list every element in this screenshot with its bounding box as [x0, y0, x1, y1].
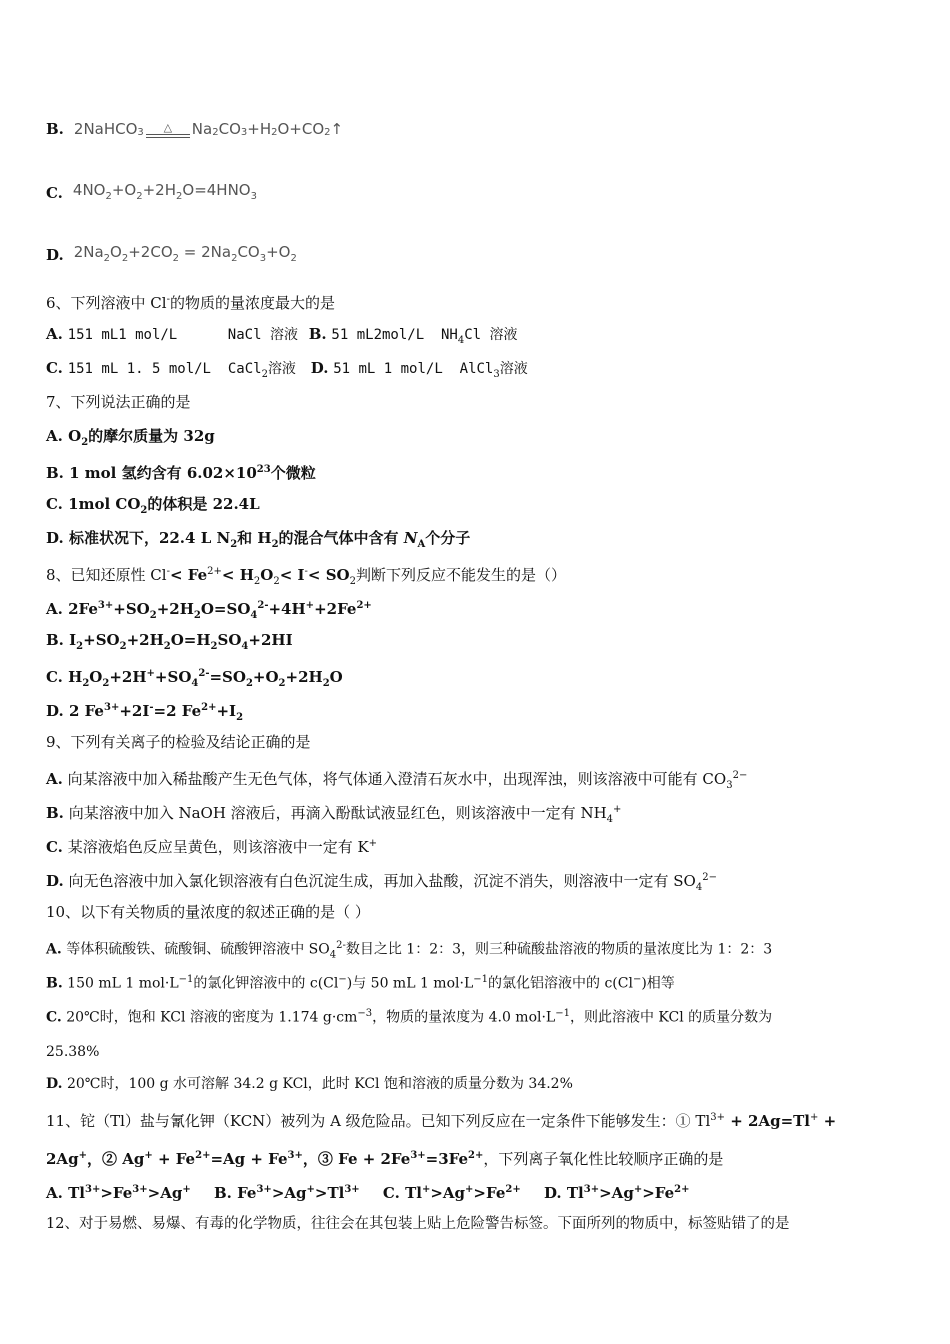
eq-part: 2NaHCO	[73, 120, 138, 138]
sub: 2	[140, 505, 148, 516]
sup: −	[338, 974, 347, 985]
text: >Ag	[599, 1184, 634, 1202]
equation	[74, 243, 297, 264]
q9-stem: 9、下列有关离子的检验及结论正确的是	[46, 733, 311, 751]
text: O	[260, 566, 274, 584]
sub: 2	[210, 641, 218, 652]
heat-symbol: △	[163, 121, 173, 134]
q11-options	[46, 1180, 690, 1203]
text: +SO	[83, 631, 120, 649]
eq-part: O+CO	[277, 120, 325, 138]
sup: 2+	[356, 600, 372, 611]
eq-part: O=4HNO	[182, 181, 251, 199]
q9-option-a	[46, 766, 747, 796]
q9-option-b	[46, 800, 621, 830]
text: O	[89, 668, 103, 686]
sup: 2−	[732, 770, 748, 781]
option-label: B.	[46, 120, 64, 138]
text: +O	[252, 668, 279, 686]
option-text: 51 mL2mol/L NH	[331, 327, 458, 343]
eq-sub: 2	[290, 253, 297, 264]
text: +SO	[113, 600, 150, 618]
option-label: D.	[46, 529, 64, 547]
heat-condition	[146, 123, 190, 138]
eq-sub: 2	[231, 253, 238, 264]
sup: 2−	[702, 872, 717, 883]
q8-option-c	[46, 664, 343, 694]
sup: 3+	[84, 1184, 101, 1195]
sub: 2	[81, 437, 89, 448]
q10-option-b	[46, 970, 675, 994]
q10-option-a	[46, 936, 772, 965]
sup: 2-	[198, 668, 210, 679]
sub: 2	[82, 678, 90, 689]
sup: 3+	[287, 1150, 303, 1161]
text: =3Fe	[425, 1150, 469, 1168]
q7-option-d	[46, 528, 470, 555]
option-label: D.	[46, 872, 64, 890]
text: 8、已知还原性 Cl	[46, 566, 167, 584]
sub: 3	[493, 369, 500, 380]
option-label: D.	[310, 359, 329, 377]
option-text: 溶液	[499, 361, 528, 377]
option-label: C.	[46, 838, 63, 856]
text: >Fe	[473, 1184, 506, 1202]
option-text: 溶液	[267, 361, 296, 377]
text: 和 H	[237, 529, 272, 547]
text: )相等	[641, 975, 675, 992]
text: O	[329, 668, 343, 686]
text: +2Fe	[314, 600, 357, 618]
text: 的氯化铝溶液中的 c(Cl	[488, 975, 633, 992]
sub: 4	[695, 882, 703, 893]
text: ，则此溶液中 KCl 的质量分数为	[569, 1009, 773, 1026]
q5-option-d	[46, 234, 297, 264]
text: +2HI	[248, 631, 293, 649]
option-text: 151 mL1 mol/L NaCl 溶液	[67, 327, 298, 343]
sup: +	[465, 1184, 474, 1195]
option-label: C.	[46, 495, 63, 513]
text: 2Fe	[68, 600, 98, 618]
text: =SO	[209, 668, 246, 686]
eq-part: 2Na	[73, 243, 104, 261]
text: 2 Fe	[68, 702, 104, 720]
text: =2 Fe	[153, 702, 202, 720]
eq-part: CO	[218, 120, 241, 138]
text: +SO	[154, 668, 192, 686]
text: >Ag	[430, 1184, 466, 1202]
q10-stem: 10、以下有关物质的量浓度的叙述正确的是（ ）	[46, 903, 370, 921]
eq-sub: 3	[250, 191, 257, 202]
eq-part: 4NO	[72, 181, 106, 199]
sup: +	[368, 838, 378, 849]
text: >Fe	[100, 1184, 133, 1202]
text: 个分子	[425, 529, 471, 547]
q8-option-a	[46, 596, 372, 626]
text: >Fe	[642, 1184, 675, 1202]
sup: −1	[178, 974, 194, 985]
q7-option-c	[46, 494, 260, 521]
eq-sub: 3	[240, 127, 248, 138]
sub: 4	[457, 335, 465, 346]
text: 的氯化钾溶液中的 c(Cl	[193, 975, 339, 992]
sup: 3+	[710, 1112, 725, 1123]
text: 向某溶液中加入稀盐酸产生无色气体，将气体通入澄清石灰水中，出现浑浊，则该溶液中可能有 CO	[67, 770, 727, 788]
sup: +	[182, 1184, 191, 1195]
double-bar	[146, 134, 190, 138]
sup: +	[305, 600, 315, 611]
eq-sub: 2	[176, 191, 183, 202]
eq-part: +2H	[142, 181, 177, 199]
sub: 2	[349, 576, 356, 587]
text: ，下列离子氧化性比较顺序正确的是	[483, 1150, 724, 1168]
eq-part: CO	[237, 243, 260, 261]
text: +2H	[126, 631, 164, 649]
eq-part: +O	[266, 243, 291, 261]
sup: +	[633, 1184, 643, 1195]
q10-option-d	[46, 1074, 573, 1094]
text: O=H	[170, 631, 211, 649]
text: + 2Ag=Tl	[725, 1112, 811, 1130]
q9-option-c	[46, 834, 377, 857]
text: O	[68, 427, 82, 445]
q10-option-c-cont: 25.38%	[46, 1044, 100, 1060]
equation	[74, 120, 343, 138]
option-label: C.	[46, 359, 63, 377]
q10-option-c	[46, 1004, 772, 1028]
eq-sub: 2	[121, 253, 129, 264]
sup: 3+	[132, 1184, 148, 1195]
sup: −	[632, 974, 642, 985]
sup: 3+	[256, 1184, 272, 1195]
text: < I	[279, 566, 305, 584]
eq-sub: 2	[212, 127, 219, 138]
sub: 2	[230, 539, 238, 550]
option-label: B.	[308, 325, 327, 343]
sup: −1	[555, 1008, 570, 1019]
q11-stem-line2	[46, 1146, 723, 1169]
sub: 2	[236, 712, 244, 723]
sub: 2	[193, 610, 201, 621]
option-label: C.	[46, 184, 63, 202]
text: >Ag	[147, 1184, 183, 1202]
q8-option-b	[46, 630, 293, 657]
sub: 4	[606, 814, 614, 825]
text: ，② Ag	[86, 1150, 145, 1168]
option-label: B.	[213, 1184, 232, 1202]
sup: 3+	[103, 702, 120, 713]
eq-sub: 2	[172, 253, 180, 264]
text: I	[69, 631, 77, 649]
text: +2H	[156, 600, 194, 618]
text: < Fe	[169, 566, 208, 584]
q7-option-a	[46, 426, 215, 453]
sup: 2+	[505, 1184, 521, 1195]
sup: 2+	[468, 1150, 484, 1161]
text: +2H	[109, 668, 147, 686]
eq-part: +H	[247, 120, 272, 138]
text: 20℃时，100 g 水可溶解 34.2 g KCl，此时 KCl 饱和溶液的质量分数为 34.2%	[66, 1076, 573, 1092]
text: )与 50 mL 1 mol·L	[346, 975, 474, 992]
text: 标准状况下，22.4 L N	[68, 529, 231, 547]
sub: 3	[726, 780, 733, 791]
text: 1 mol 氢约含有 6.02×10	[69, 464, 257, 482]
sup: +	[146, 668, 155, 679]
text: < H	[221, 566, 254, 584]
eq-part: = 2Na	[179, 243, 232, 261]
option-label: D.	[543, 1184, 562, 1202]
sup: -	[166, 566, 170, 577]
sub: 4	[329, 949, 337, 961]
sub: 4	[250, 610, 258, 621]
eq-part: +2CO	[128, 243, 173, 261]
option-label: B.	[46, 975, 63, 992]
sub: 2	[253, 576, 261, 587]
option-label: B.	[46, 464, 64, 482]
sup: 2+	[195, 1150, 211, 1161]
sup: +	[306, 1184, 315, 1195]
sup: 2-	[336, 940, 346, 951]
sup: 3+	[344, 1184, 360, 1195]
q5-option-c	[46, 172, 257, 202]
text: 数目之比 1：2：3，则三种硫酸盐溶液的物质的量浓度比为 1：2：3	[345, 941, 773, 958]
option-label: A.	[46, 325, 63, 343]
text: 的混合气体中含有	[278, 529, 404, 547]
sup: -	[166, 294, 170, 305]
text: 个微粒	[270, 464, 316, 482]
q7-stem: 7、下列说法正确的是	[46, 393, 191, 411]
text: 的物质的量浓度最大的是	[169, 294, 335, 312]
text: >Tl	[314, 1184, 345, 1202]
sub: 2	[278, 678, 286, 689]
sup: 3+	[97, 600, 114, 611]
option-label: B.	[46, 631, 64, 649]
text: +I	[216, 702, 237, 720]
q9-option-d	[46, 868, 717, 898]
option-label: A.	[46, 770, 63, 788]
q6-stem	[46, 290, 335, 313]
sub: 2	[102, 678, 110, 689]
text: ，③ Fe + 2Fe	[302, 1150, 411, 1168]
gas-arrow: ↑	[330, 120, 344, 138]
sup: −1	[473, 974, 488, 985]
sup: 2-	[257, 600, 269, 611]
sub: 2	[163, 641, 171, 652]
sup: -	[149, 702, 154, 713]
sub: A	[417, 539, 426, 550]
sub: 2	[149, 610, 157, 621]
sub: 2	[273, 576, 280, 587]
equation	[73, 181, 257, 202]
text: 20℃时，饱和 KCl 溶液的密度为 1.174 g·cm	[66, 1009, 358, 1026]
sup: 3+	[583, 1184, 600, 1195]
q12-stem: 12、对于易燃、易爆、有毒的化学物质，往往会在其包装上贴上危险警告标签。下面所列的物质中，标签贴错了的是	[46, 1216, 790, 1232]
text: < SO	[307, 566, 350, 584]
text: 的体积是 22.4L	[147, 495, 260, 513]
text: 150 mL 1 mol·L	[67, 975, 179, 992]
option-label: C.	[46, 668, 63, 686]
sup: 2+	[674, 1184, 690, 1195]
text: +4H	[268, 600, 306, 618]
option-label: C.	[46, 1009, 62, 1026]
text: 等体积硫酸铁、硫酸铜、硫酸钾溶液中 SO	[66, 941, 330, 958]
sub: 4	[241, 641, 249, 652]
text: SO	[217, 631, 242, 649]
text: H	[68, 668, 83, 686]
q8-stem	[46, 562, 566, 592]
text: O=SO	[200, 600, 251, 618]
eq-sub: 3	[137, 127, 144, 138]
option-label: C.	[382, 1184, 400, 1202]
option-label: D.	[46, 702, 64, 720]
sup: +	[613, 804, 622, 815]
text: 1mol CO	[68, 495, 141, 513]
text: Fe	[237, 1184, 257, 1202]
text: +	[818, 1112, 837, 1130]
italic-n: N	[403, 529, 418, 547]
sup: +	[78, 1150, 87, 1161]
sup: +	[421, 1184, 431, 1195]
q5-option-b	[46, 106, 343, 138]
text: 某溶液焰色反应呈黄色，则该溶液中一定有 K	[67, 838, 369, 856]
eq-sub: 2	[324, 127, 331, 138]
q6-options-cd	[46, 358, 528, 385]
sup: +	[810, 1112, 819, 1123]
option-label: A.	[46, 1184, 63, 1202]
text: 的摩尔质量为 32g	[88, 427, 215, 445]
text: + Fe	[152, 1150, 196, 1168]
sub: 4	[191, 678, 199, 689]
text: ，物质的量浓度为 4.0 mol·L	[372, 1009, 556, 1026]
option-text: Cl 溶液	[464, 327, 518, 343]
q11-stem-line1	[46, 1108, 836, 1131]
option-label: D.	[46, 1076, 63, 1092]
text: Tl	[68, 1184, 85, 1202]
sup: 23	[256, 464, 271, 475]
q8-option-d	[46, 698, 243, 728]
text: Tl	[566, 1184, 584, 1202]
text: 6、下列溶液中 Cl	[46, 294, 167, 312]
sub: 2	[245, 678, 253, 689]
text: >Ag	[271, 1184, 307, 1202]
option-text: 151 mL 1. 5 mol/L CaCl	[67, 361, 262, 377]
sup: +	[144, 1150, 153, 1161]
option-label: A.	[46, 600, 63, 618]
sup: 3+	[410, 1150, 426, 1161]
eq-sub: 2	[271, 127, 278, 138]
sup: −3	[357, 1008, 373, 1019]
text: Tl	[405, 1184, 422, 1202]
option-text: 51 mL 1 mol/L AlCl	[333, 361, 494, 377]
text: +2I	[119, 702, 150, 720]
eq-part: +O	[111, 181, 137, 199]
sub: 2	[119, 641, 127, 652]
q7-option-b	[46, 460, 316, 483]
option-label: A.	[46, 427, 63, 445]
option-label: A.	[46, 941, 62, 958]
text: 2Ag	[46, 1150, 79, 1168]
q6-options-ab	[46, 324, 518, 351]
eq-sub: 3	[259, 253, 267, 264]
eq-sub: 2	[103, 253, 111, 264]
eq-sub: 2	[105, 191, 112, 202]
text: =Ag + Fe	[210, 1150, 288, 1168]
eq-part: Na	[191, 120, 213, 138]
text: 判断下列反应不能发生的是（）	[355, 566, 566, 584]
sup: -	[304, 566, 308, 577]
text: 11、铊（Tl）盐与氰化钾（KCN）被列为 A 级危险品。已知下列反应在一定条件下能够发生：① Tl	[46, 1112, 711, 1130]
option-label: D.	[46, 246, 64, 264]
sub: 2	[261, 369, 268, 380]
eq-part: O	[110, 243, 122, 261]
text: 向无色溶液中加入氯化钡溶液有白色沉淀生成，再加入盐酸，沉淀不消失，则溶液中一定有 SO	[68, 872, 696, 890]
sub: 2	[271, 539, 279, 550]
option-label: B.	[46, 804, 64, 822]
sup: 2+	[201, 702, 217, 713]
text: 向某溶液中加入 NaOH 溶液后，再滴入酚酞试液显红色，则该溶液中一定有 NH	[68, 804, 607, 822]
sub: 2	[322, 678, 330, 689]
eq-sub: 2	[136, 191, 143, 202]
text: +2H	[285, 668, 323, 686]
sup: 2+	[207, 566, 222, 577]
sub: 2	[76, 641, 84, 652]
